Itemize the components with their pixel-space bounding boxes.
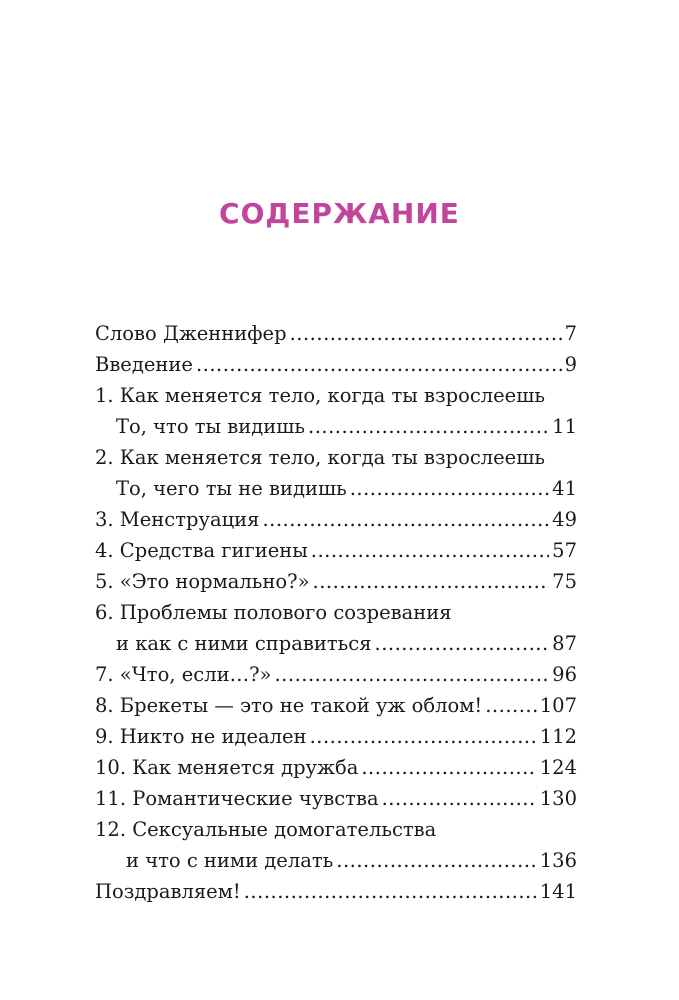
toc-leader-dots	[311, 535, 549, 566]
toc-entry-title: То, что ты видишь	[116, 415, 305, 438]
toc-entry-title: 4. Средства гигиены	[95, 539, 308, 562]
toc-leader-dots	[336, 845, 537, 876]
toc-entry-title: и как с ними справиться	[116, 632, 372, 655]
toc-entry-title: и что с ними делать	[126, 849, 334, 872]
toc-entry[interactable]	[95, 535, 577, 566]
toc-entry-heading[interactable]	[95, 442, 577, 473]
toc-entry[interactable]	[95, 845, 577, 876]
toc-entry-page: 57	[552, 539, 577, 562]
page-title: СОДЕРЖАНИЕ	[219, 197, 460, 230]
toc-entry[interactable]	[95, 783, 577, 814]
toc-entry[interactable]	[95, 411, 577, 442]
toc-leader-dots	[350, 473, 549, 504]
table-of-contents	[95, 318, 577, 907]
toc-entry-heading[interactable]	[95, 814, 577, 845]
toc-entry[interactable]	[95, 566, 577, 597]
toc-leader-dots	[308, 411, 549, 442]
toc-entry-page: 49	[552, 508, 577, 531]
toc-entry[interactable]	[95, 473, 577, 504]
toc-entry-heading[interactable]	[95, 380, 577, 411]
toc-leader-dots	[485, 690, 537, 721]
toc-entry[interactable]	[95, 752, 577, 783]
toc-leader-dots	[244, 876, 537, 907]
toc-entry[interactable]	[95, 349, 577, 380]
toc-entry-page: 130	[539, 787, 577, 810]
toc-entry-title: 5. «Это нормально?»	[95, 570, 310, 593]
toc-entry[interactable]	[95, 318, 577, 349]
toc-leader-dots	[313, 566, 550, 597]
toc-leader-dots	[290, 318, 562, 349]
toc-entry-title: 7. «Что, если…?»	[95, 663, 272, 686]
toc-leader-dots	[361, 752, 536, 783]
toc-entry-title: 10. Как меняется дружба	[95, 756, 359, 779]
toc-entry-page: 124	[539, 756, 577, 779]
toc-entry-title: 8. Брекеты — это не такой уж облом!	[95, 694, 483, 717]
toc-entry-page: 136	[539, 849, 577, 872]
toc-entry-title: 12. Сексуальные домогательства	[95, 818, 437, 841]
toc-entry-title: Слово Дженнифер	[95, 322, 287, 345]
toc-entry-title: 2. Как меняется тело, когда ты взрослеешь	[95, 446, 545, 469]
toc-entry-heading[interactable]	[95, 597, 577, 628]
toc-entry-title: 11. Романтические чувства	[95, 787, 379, 810]
toc-entry-page: 112	[539, 725, 577, 748]
toc-leader-dots	[196, 349, 562, 380]
toc-leader-dots	[382, 783, 537, 814]
toc-entry-title: Введение	[95, 353, 193, 376]
toc-entry-title: То, чего ты не видишь	[116, 477, 347, 500]
toc-entry[interactable]	[95, 628, 577, 659]
toc-entry-page: 11	[552, 415, 577, 438]
toc-entry-page: 87	[552, 632, 577, 655]
toc-entry-page: 7	[564, 322, 577, 345]
toc-entry-title: Поздравляем!	[95, 880, 241, 903]
toc-entry[interactable]	[95, 690, 577, 721]
toc-entry-title: 1. Как меняется тело, когда ты взрослеешь	[95, 384, 545, 407]
toc-entry-page: 75	[552, 570, 577, 593]
toc-leader-dots	[375, 628, 550, 659]
toc-entry-title: 3. Менструация	[95, 508, 260, 531]
toc-leader-dots	[274, 659, 549, 690]
toc-entry-page: 96	[552, 663, 577, 686]
toc-entry[interactable]	[95, 876, 577, 907]
toc-leader-dots	[262, 504, 549, 535]
toc-entry-title: 9. Никто не идеален	[95, 725, 307, 748]
toc-leader-dots	[310, 721, 537, 752]
toc-entry-page: 41	[552, 477, 577, 500]
toc-entry[interactable]	[95, 504, 577, 535]
toc-entry[interactable]	[95, 721, 577, 752]
toc-entry-title: 6. Проблемы полового созревания	[95, 601, 452, 624]
toc-entry[interactable]	[95, 659, 577, 690]
toc-entry-page: 141	[539, 880, 577, 903]
toc-entry-page: 107	[539, 694, 577, 717]
toc-entry-page: 9	[564, 353, 577, 376]
